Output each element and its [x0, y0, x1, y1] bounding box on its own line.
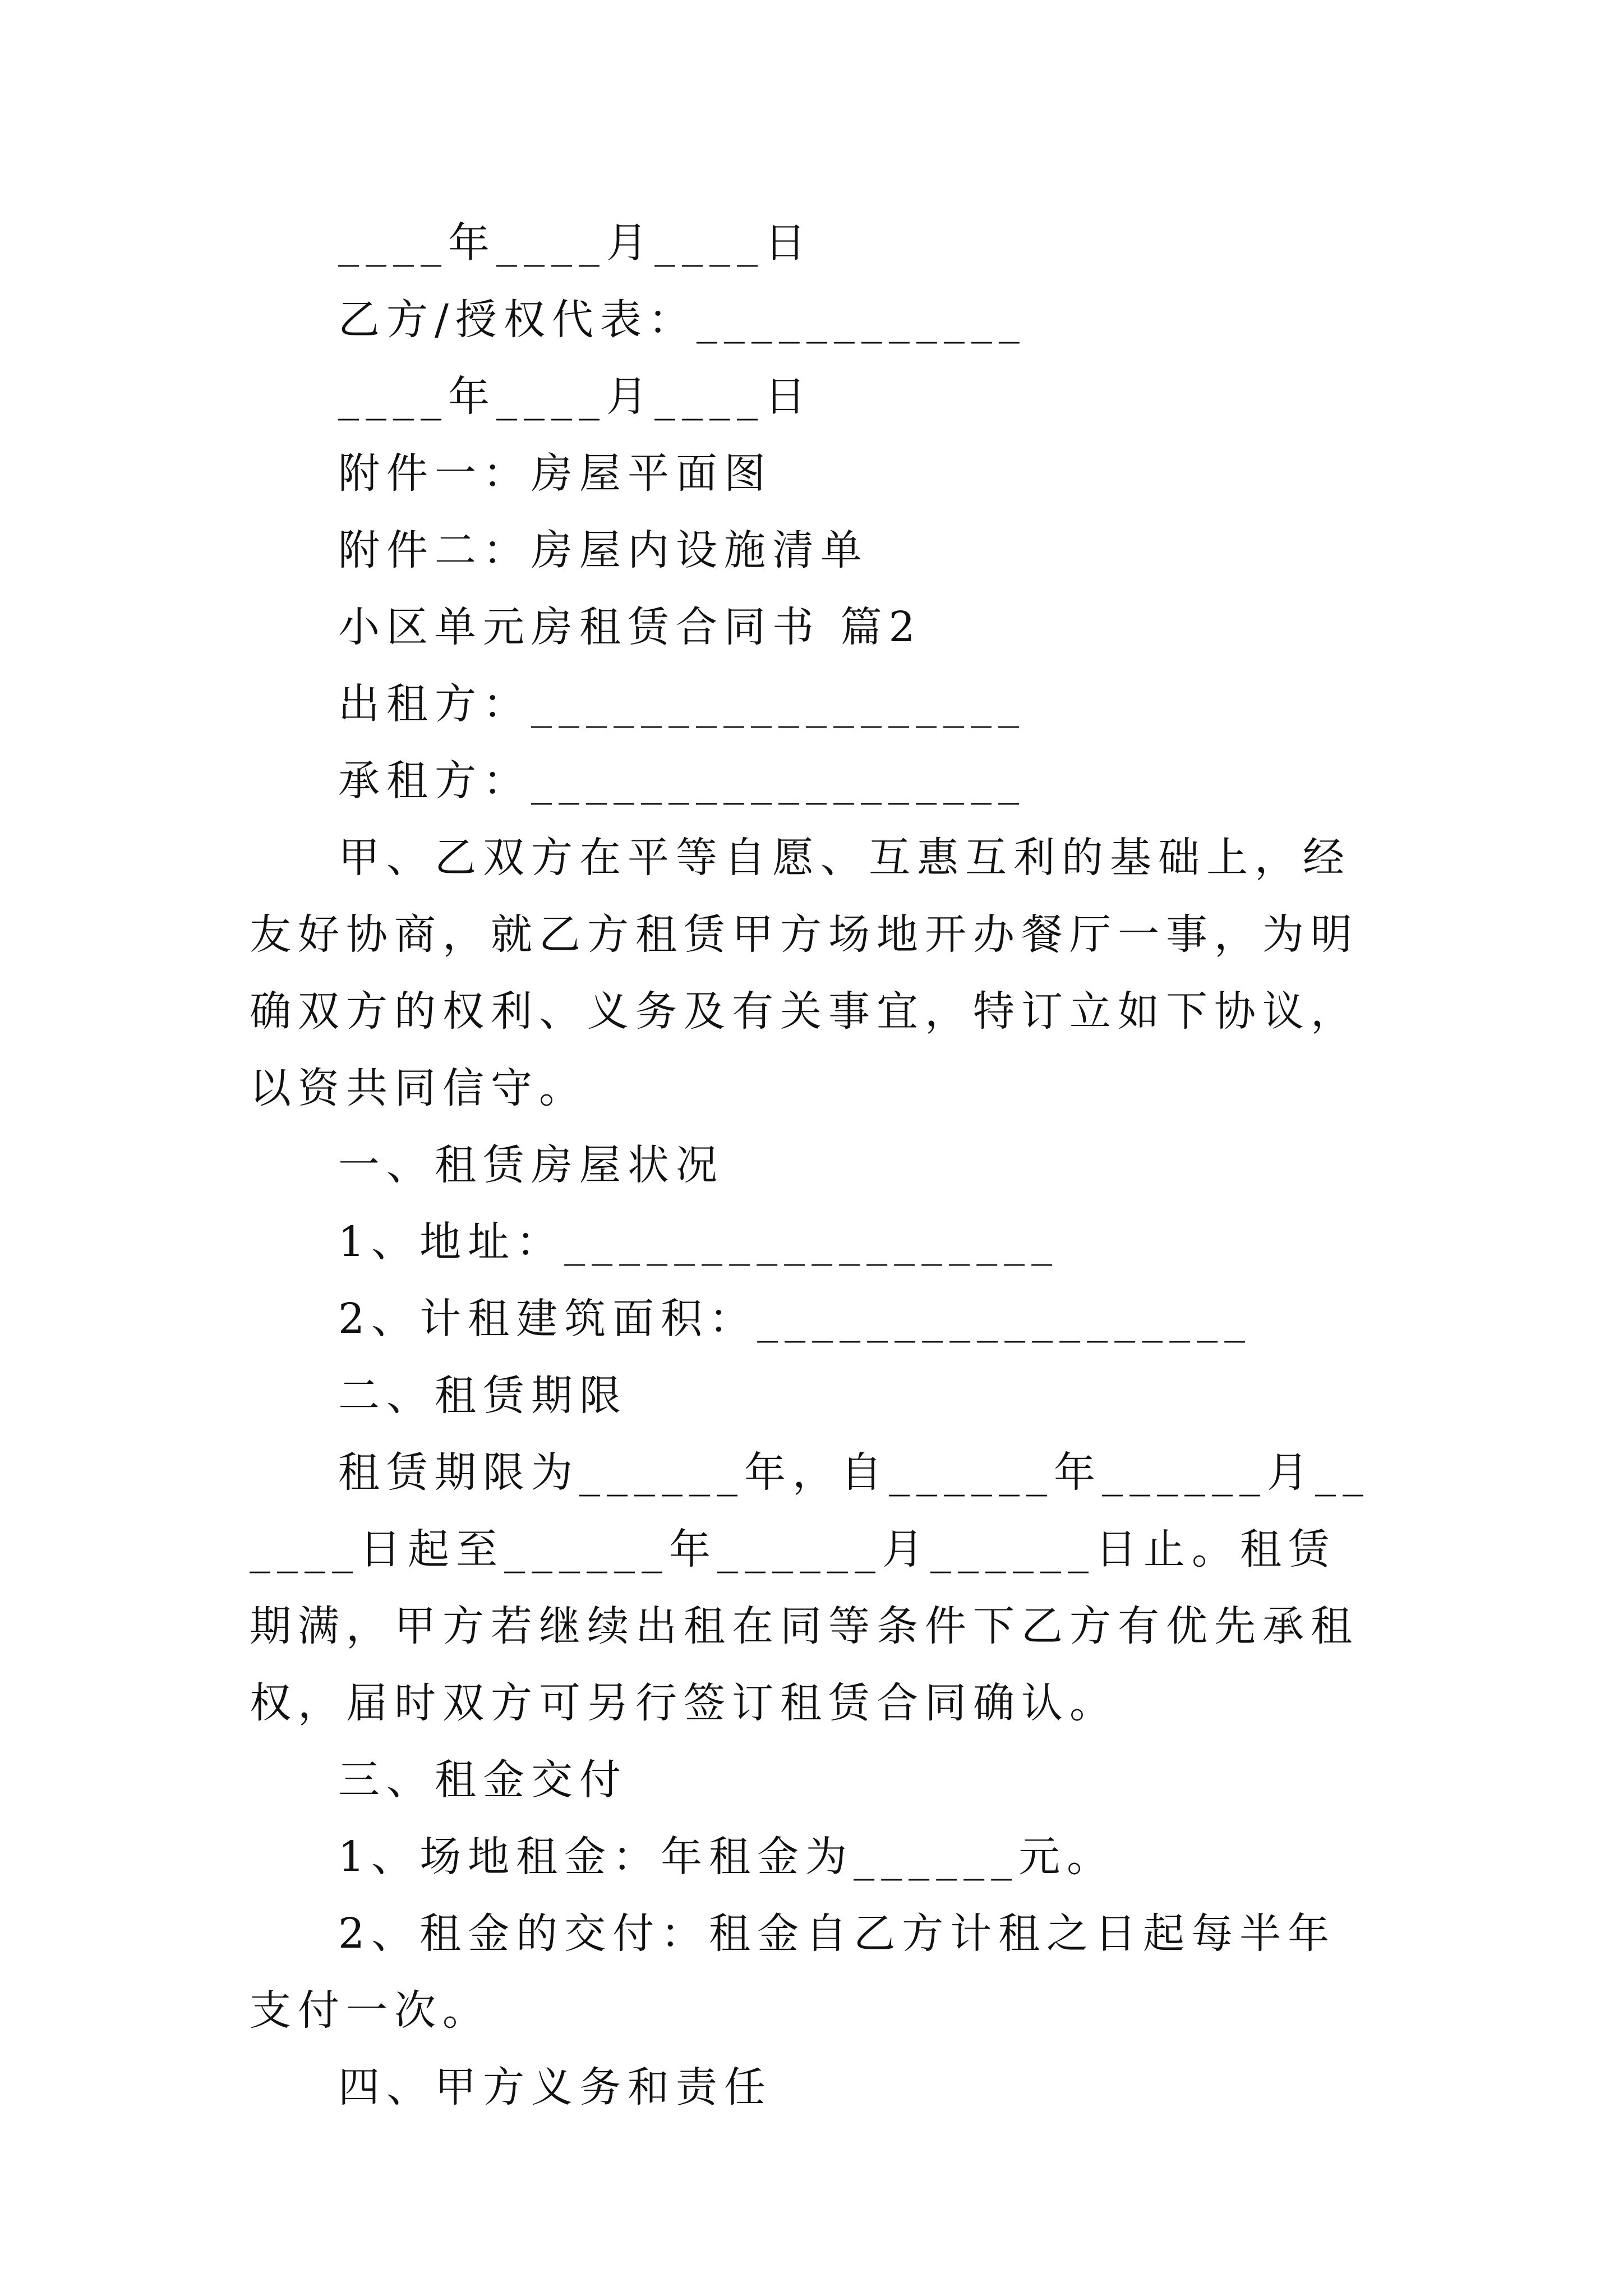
section-heading-3: 三、租金交付	[338, 1756, 628, 1804]
contract-title: 小区单元房租赁合同书 篇2	[338, 603, 922, 651]
attachment-2: 附件二：房屋内设施清单	[338, 526, 869, 574]
lessor-line: 出租方：__________________	[338, 680, 1026, 728]
address-line: 1、地址：__________________	[338, 1218, 1059, 1266]
attachment-1: 附件一：房屋平面图	[338, 449, 772, 498]
intro-paragraph: 甲、乙双方在平等自愿、互惠互利的基础上，经友好协商，就乙方租赁甲方场地开办餐厅一事，为明确双方的权利、义务及有关事宜，特订立如下协议，以资共同信守。	[250, 834, 1359, 1112]
section-heading-2: 二、租赁期限	[338, 1372, 628, 1420]
party-b-representative-line: 乙方/授权代表：____________	[338, 296, 1026, 344]
lessee-line: 承租方：__________________	[338, 757, 1026, 805]
rent-amount-line: 1、场地租金：年租金为______元。	[338, 1833, 1115, 1881]
section-heading-1: 一、租赁房屋状况	[338, 1141, 724, 1189]
area-line: 2、计租建筑面积：__________________	[338, 1295, 1252, 1343]
document-content	[250, 205, 1382, 2126]
date-line-party-a: ____年____月____日	[338, 219, 813, 267]
rent-payment-paragraph: 2、租金的交付：租金自乙方计租之日起每半年支付一次。	[250, 1910, 1336, 2035]
date-line-party-b: ____年____月____日	[338, 372, 813, 421]
lease-term-paragraph: 租赁期限为______年，自______年______月______日起至______年______月______日止。租赁期满，甲方若继续出租在同等条件下乙方有优先承租权，届时双方可另行签订租赁合同确认。	[250, 1448, 1370, 1727]
section-heading-4: 四、甲方义务和责任	[338, 2063, 772, 2111]
